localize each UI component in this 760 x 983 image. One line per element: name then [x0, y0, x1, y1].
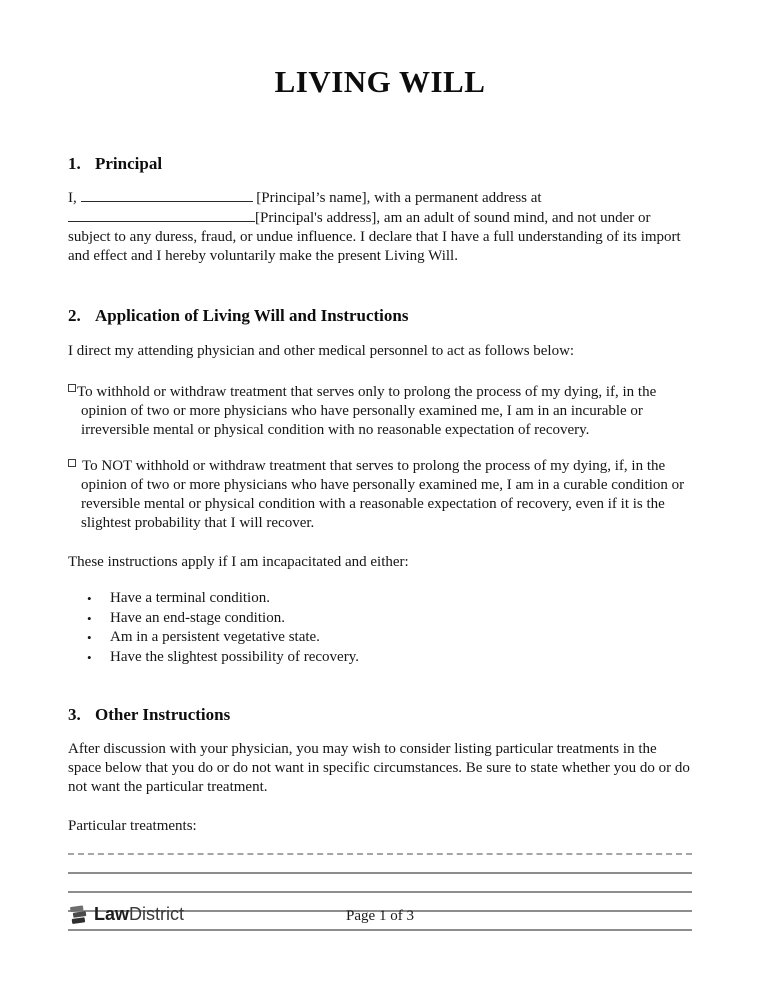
principal-lead: I,	[68, 190, 77, 206]
condition-text: Have an end-stage condition.	[110, 609, 285, 626]
principal-name-blank	[81, 188, 253, 202]
bullet-icon: •	[87, 591, 92, 606]
conditions-intro: These instructions apply if I am incapacitated and either:	[68, 554, 409, 570]
conditions-list	[68, 589, 692, 667]
principal-name-text: [Principal’s name], with a permanent address at	[256, 190, 542, 206]
section-heading-label: Application of Living Will and Instructions	[95, 306, 409, 325]
section-heading-application	[68, 306, 692, 326]
section-number: 3.	[68, 705, 81, 724]
principal-paragraph	[68, 188, 692, 266]
writing-line	[68, 855, 692, 874]
list-item	[87, 609, 692, 629]
bullet-icon: •	[87, 610, 92, 626]
option-not-withhold-text: To NOT withhold or withdraw treatment that serves to prolong the process of my dying, if, in the opinion of two or more physicians who have personally examined me, I am in a curable condition or reversible mental or physical condition with a reasonable expectation of recovery, even if it is the slightest probability that I will recover.	[81, 458, 685, 531]
writing-line	[68, 836, 692, 855]
list-item	[87, 589, 692, 609]
principal-address-text: [Principal's address], am an adult of sound mind, and not under or subject to any duress, fraud, or undue influence. I declare that I have a full understanding of its import and effect and I hereby voluntarily make the present Living Will.	[68, 210, 681, 264]
page-footer	[68, 903, 692, 933]
list-item	[87, 628, 692, 648]
particular-treatments-label: Particular treatments:	[68, 818, 197, 834]
application-intro: I direct my attending physician and other medical personnel to act as follows below:	[68, 343, 575, 359]
bullet-icon: •	[87, 649, 92, 665]
condition-text: Am in a persistent vegetative state.	[110, 629, 320, 645]
writing-line	[68, 874, 692, 893]
section-heading-other-instructions	[68, 705, 692, 725]
checkbox-icon[interactable]	[68, 384, 76, 392]
brand-word-district: District	[129, 904, 185, 924]
option-withhold-text: To withhold or withdraw treatment that serves only to prolong the process of my dying, if, in the opinion of two or more physicians who have personally examined me, I am in an incurable or irreversible mental or physical condition with no reasonable expectation of recovery.	[77, 384, 657, 438]
section-heading-principal	[68, 154, 692, 174]
brand-word-law: Law	[94, 904, 130, 924]
document-title: LIVING WILL	[274, 64, 486, 99]
page-number-indicator: Page 1 of 3	[346, 908, 414, 924]
option-not-withhold	[68, 457, 692, 533]
checkbox-icon[interactable]	[68, 459, 76, 467]
lawdistrict-wordmark	[94, 903, 184, 925]
condition-text: Have a terminal condition.	[110, 590, 270, 606]
list-item	[87, 648, 692, 668]
condition-text: Have the slightest possibility of recovery.	[110, 648, 359, 665]
bullet-icon: •	[87, 630, 92, 645]
principal-address-blank	[68, 208, 255, 222]
section-heading-label: Principal	[95, 154, 163, 173]
other-instructions-body: After discussion with your physician, you may wish to consider listing particular treatments in the space below that you do or do not want in specific circumstances. Be sure to state whether you do or do not want the particular treatment.	[68, 741, 690, 795]
section-number: 1.	[68, 154, 81, 173]
section-number: 2.	[68, 306, 81, 325]
section-heading-label: Other Instructions	[95, 705, 231, 724]
option-withhold	[68, 383, 692, 440]
lawdistrict-stack-icon	[68, 903, 90, 925]
